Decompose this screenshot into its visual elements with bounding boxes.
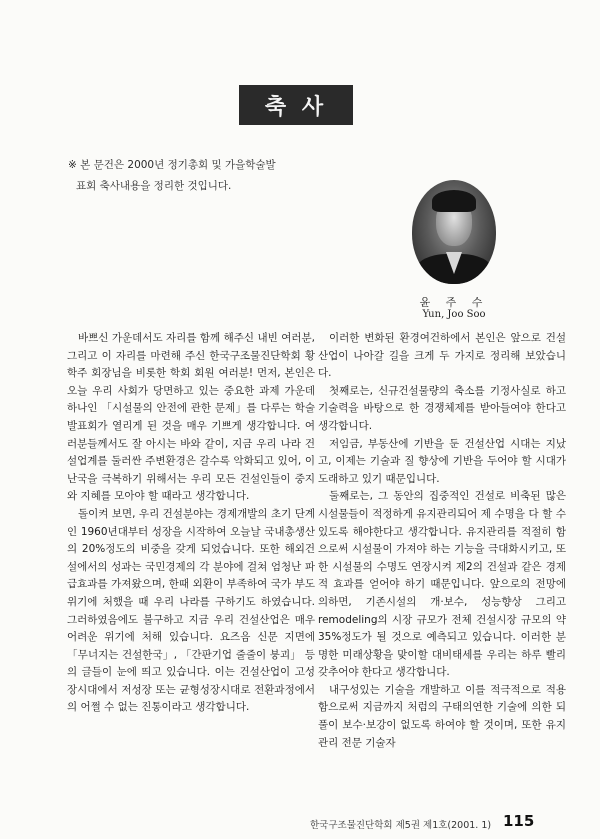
page-number: 115 — [503, 812, 535, 830]
editor-note — [68, 155, 308, 197]
paragraph: 바쁘신 가운데서도 자리를 함께 해주신 내빈 여러분, 그리고 이 자리를 마련해 주신 한국구조물진단학회 황학주 회장님을 비롯한 학회 회원 여러분! 먼저, 본인은 오늘 우리 사회가 당면하고 있는 중요한 과제 가운데 하나인 「시설물의 안전에 관한 문제」를 다루는 학술 발표회가 열리게 된 것을 매우 기쁘게 생각합니다. 여러분들께서도 잘 아시는 바와 같이, 지금 우리 나라 건설업계를 둘러싼 주변환경은 갈수록 악화되고 있어, 이 난국을 극복하기 위해서는 우리 모든 건설인들이 중지와 지혜를 모아야 할 때라고 생각합니다. — [67, 332, 315, 503]
paragraph: 내구성있는 기술을 개발하고 이를 적극적으로 적용함으로써 지금까지 처럼의 구태의연한 기술에 의한 되풀이 보수·보강이 없도록 하여야 할 것이며, 또한 유지관리 전문 기술자 — [318, 683, 566, 749]
paragraph: 돌이켜 보면, 우리 건설분야는 경제개발의 초기 단계인 1960년대부터 성장을 시작하여 오늘날 국내총생산의 20%정도의 비중을 갖게 되었습니다. 또한 해외건설에서의 성과는 국민경제의 각 분야에 걸쳐 엄청난 파급효과를 가져왔으며, 한때 외환이 부족하여 국가 부도위기에 처했을 때 우리 나라를 구하기도 하였습니다. 그러하였음에도 불구하고 지금 우리 건설산업은 매우 어려운 위기에 처해 있습니다. 요즈음 신문 지면에 「무너지는 건설한국」, 「간판기업 줄줄이 붕괴」 등의 글들이 눈에 띄고 있습니다. 이는 건설산업이 고성장시대에서 저성장 또는 균형성장시대로 전환과정에서의 어쩔 수 없는 진통이라고 생각합니다. — [67, 507, 315, 714]
paragraph: 둘째로는, 그 동안의 집중적인 건설로 비축된 많은 시설물들이 적정하게 유지관리되어 제 수명을 다 할 수 있도록 해야한다고 생각합니다. 유지관리를 적절히 함으로써 시설물이 가져야 하는 기능을 극대화시키고, 또한 시설물의 수명도 연장시켜 제2의 건설과 같은 경제적 효과를 얻어야 하기 때문입니다. 앞으로의 전망에 의하면, 기존시설의 개·보수, 성능향상 그리고 remodeling의 시장 규모가 전체 건설시장 규모의 약 35%정도가 될 것으로 예측되고 있습니다. 이러한 분명한 미래상황을 맞이할 대비태세를 우리는 하루 빨리 갖추어야 한다고 생각합니다. — [318, 490, 566, 679]
photo-hair — [432, 190, 476, 212]
editor-note-line: ※ 본 문건은 2000년 정기총회 및 가을학술발 — [68, 159, 276, 171]
paragraph: 첫째로는, 신규건설물량의 축소를 기정사실로 하고 기술력을 바탕으로 한 경쟁체제를 받아들여야 한다고 생각합니다. — [318, 384, 566, 432]
author-photo — [412, 180, 496, 284]
article-title: 축 사 — [239, 85, 353, 125]
author-name-korean: 윤 주 수 — [419, 296, 489, 309]
journal-citation: 한국구조물진단학회 제5권 제1호(2001. 1) — [310, 820, 492, 831]
paragraph: 저임금, 부동산에 기반을 둔 건설산업 시대는 지났고, 이제는 기술과 질 향상에 기반을 두어야 할 시대가 도래하고 있기 때문입니다. — [318, 437, 566, 485]
left-column — [67, 330, 315, 717]
editor-note-line: 표회 축사내용을 정리한 것입니다. — [76, 180, 232, 192]
right-column — [318, 330, 566, 752]
paragraph: 이러한 변화된 환경여건하에서 본인은 앞으로 건설산업이 나아갈 길을 크게 두 가지로 정리해 보았습니다. — [318, 332, 566, 380]
author-name-english: Yun, Joo Soo — [422, 309, 486, 320]
